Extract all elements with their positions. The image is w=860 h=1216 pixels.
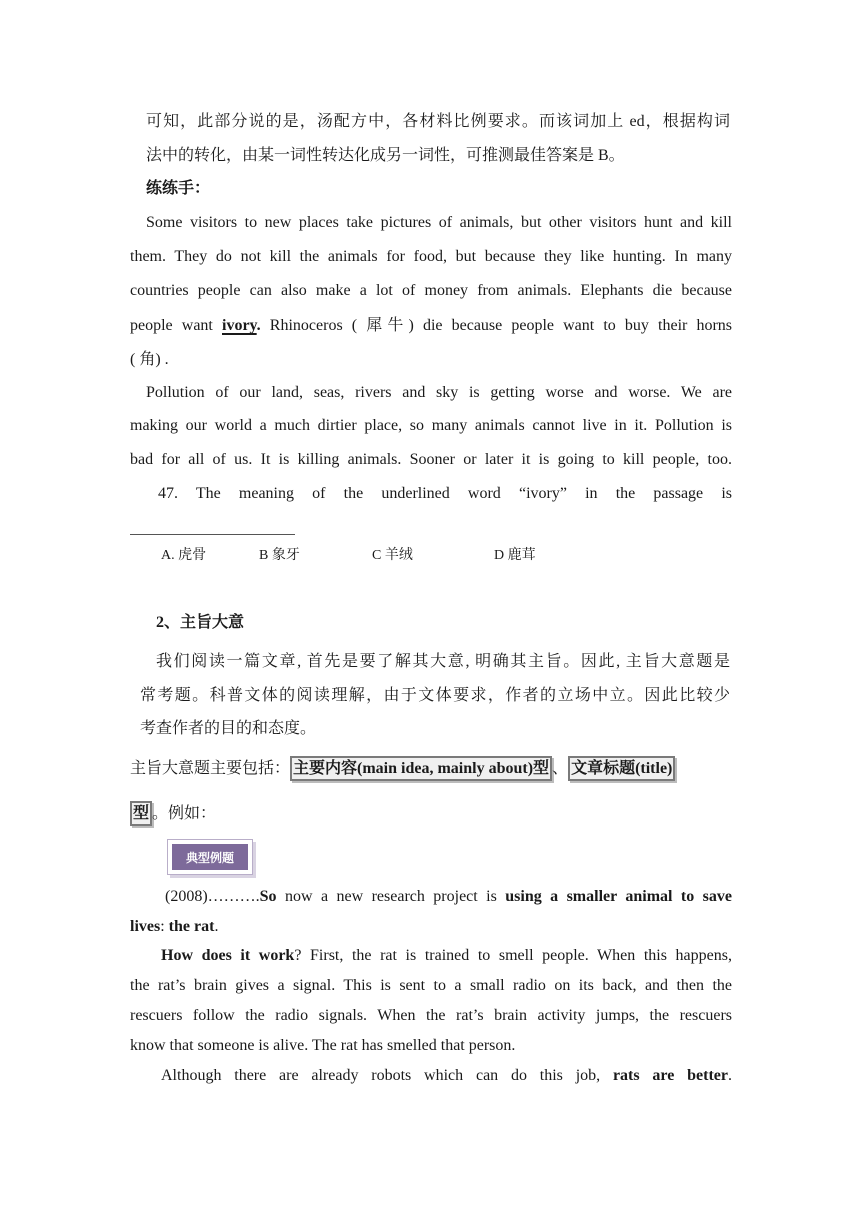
section2-line-2: 常考题。科普文体的阅读理解，由于文体要求，作者的立场中立。因此比较少	[140, 687, 730, 704]
section2-line-3: 考查作者的目的和态度。	[140, 720, 317, 737]
example-year: (2008)……….	[165, 888, 260, 905]
practice-heading: 练练手：	[146, 180, 211, 197]
section2-line-1: 我们阅读一篇文章, 首先是要了解其大意, 明确其主旨。因此, 主旨大意题是	[156, 653, 730, 670]
types-line-cont	[130, 804, 216, 824]
passage1-line-5	[130, 349, 169, 370]
example-l3-rest: ? First, the rat is trained to smell people. When this happens,	[294, 947, 732, 964]
types-suffix: 。例如：	[152, 805, 217, 822]
passage1-line-4	[130, 315, 732, 336]
types-prefix: 主旨大意题主要包括：	[130, 760, 291, 777]
passage2-line-2: making our world a much dirtier place, so many animals cannot live in it. Pollution is	[130, 417, 732, 434]
paren-open: (	[130, 351, 136, 368]
answer-blank	[130, 534, 295, 535]
passage1-line4-pre: people want	[130, 317, 222, 334]
intro-line-1: 可知，此部分说的是，汤配方中，各材料比例要求。而该词加上 ed，根据构词	[146, 113, 730, 130]
example-l7-dot: .	[728, 1067, 732, 1084]
passage2-line-1: Pollution of our land, seas, rivers and sky is getting worse and worse. We are	[146, 384, 732, 401]
example-l1-bold: using a smaller animal to save	[505, 888, 732, 905]
example-rats-are-better: rats are better	[612, 1067, 728, 1084]
passage2-line-3: bad for all of us. It is killing animals. Sooner or later it is going to kill people, too.	[130, 451, 732, 468]
intro-line-2: 法中的转化，由某一词性转达化成另一词性，可推测最佳答案是 B。	[146, 147, 625, 164]
example-dot: .	[214, 918, 219, 935]
underlined-word-ivory: ivory	[222, 317, 257, 334]
types-line	[130, 759, 675, 779]
option-d: D 鹿茸	[494, 548, 536, 563]
section2-heading: 2、主旨大意	[156, 614, 245, 631]
option-b: B 象牙	[259, 548, 300, 563]
question-47: 47. The meaning of the underlined word “ivory” in the passage is	[158, 485, 732, 502]
example-line-7	[161, 1066, 732, 1086]
passage1-line-1: Some visitors to new places take pictures of animals, but other visitors hunt and kill	[146, 214, 732, 231]
example-line-5: rescuers follow the radio signals. When the rat’s brain activity jumps, the rescuers	[130, 1007, 732, 1024]
example-l7-a: Although there are already robots which can do this job,	[161, 1067, 613, 1084]
passage1-line4-post: Rhinoceros (	[260, 317, 358, 334]
example-badge-label: 典型例题	[172, 844, 248, 870]
example-so: So	[259, 888, 277, 905]
type-suffix-box: 型	[130, 801, 152, 826]
passage1-line4-end: ) die because people want to buy their horns	[408, 317, 733, 334]
example-how-does-it-work: How does it work	[161, 947, 295, 964]
passage1-line-2: them. They do not kill the animals for food, but because they like hunting. In many	[130, 248, 732, 265]
example-lives: lives	[130, 918, 161, 935]
example-l1-mid: now a new research project is	[276, 888, 506, 905]
types-sep: 、	[552, 760, 569, 777]
type-main-idea-box: 主要内容(main idea, mainly about)型	[290, 756, 552, 781]
example-badge	[167, 839, 253, 875]
passage1-line-3: countries people can also make a lot of money from animals. Elephants die because	[130, 282, 732, 299]
example-the-rat: the rat	[168, 918, 215, 935]
paren-close: ) .	[155, 351, 169, 368]
type-title-box: 文章标题(title)	[568, 756, 675, 781]
example-line-6: know that someone is alive. The rat has smelled that person.	[130, 1037, 516, 1054]
option-a: A. 虎骨	[161, 548, 207, 563]
ivory-period: .	[256, 317, 261, 334]
horn-cjk: 角	[139, 349, 156, 368]
example-line-3	[161, 946, 732, 966]
example-line-1	[165, 887, 732, 907]
rhinoceros-cjk: 犀牛	[366, 315, 409, 334]
example-colon: :	[160, 918, 169, 935]
example-line-4: the rat’s brain gives a signal. This is sent to a small radio on its back, and then the	[130, 977, 732, 994]
example-line-2	[130, 917, 218, 937]
option-c: C 羊绒	[372, 548, 413, 563]
